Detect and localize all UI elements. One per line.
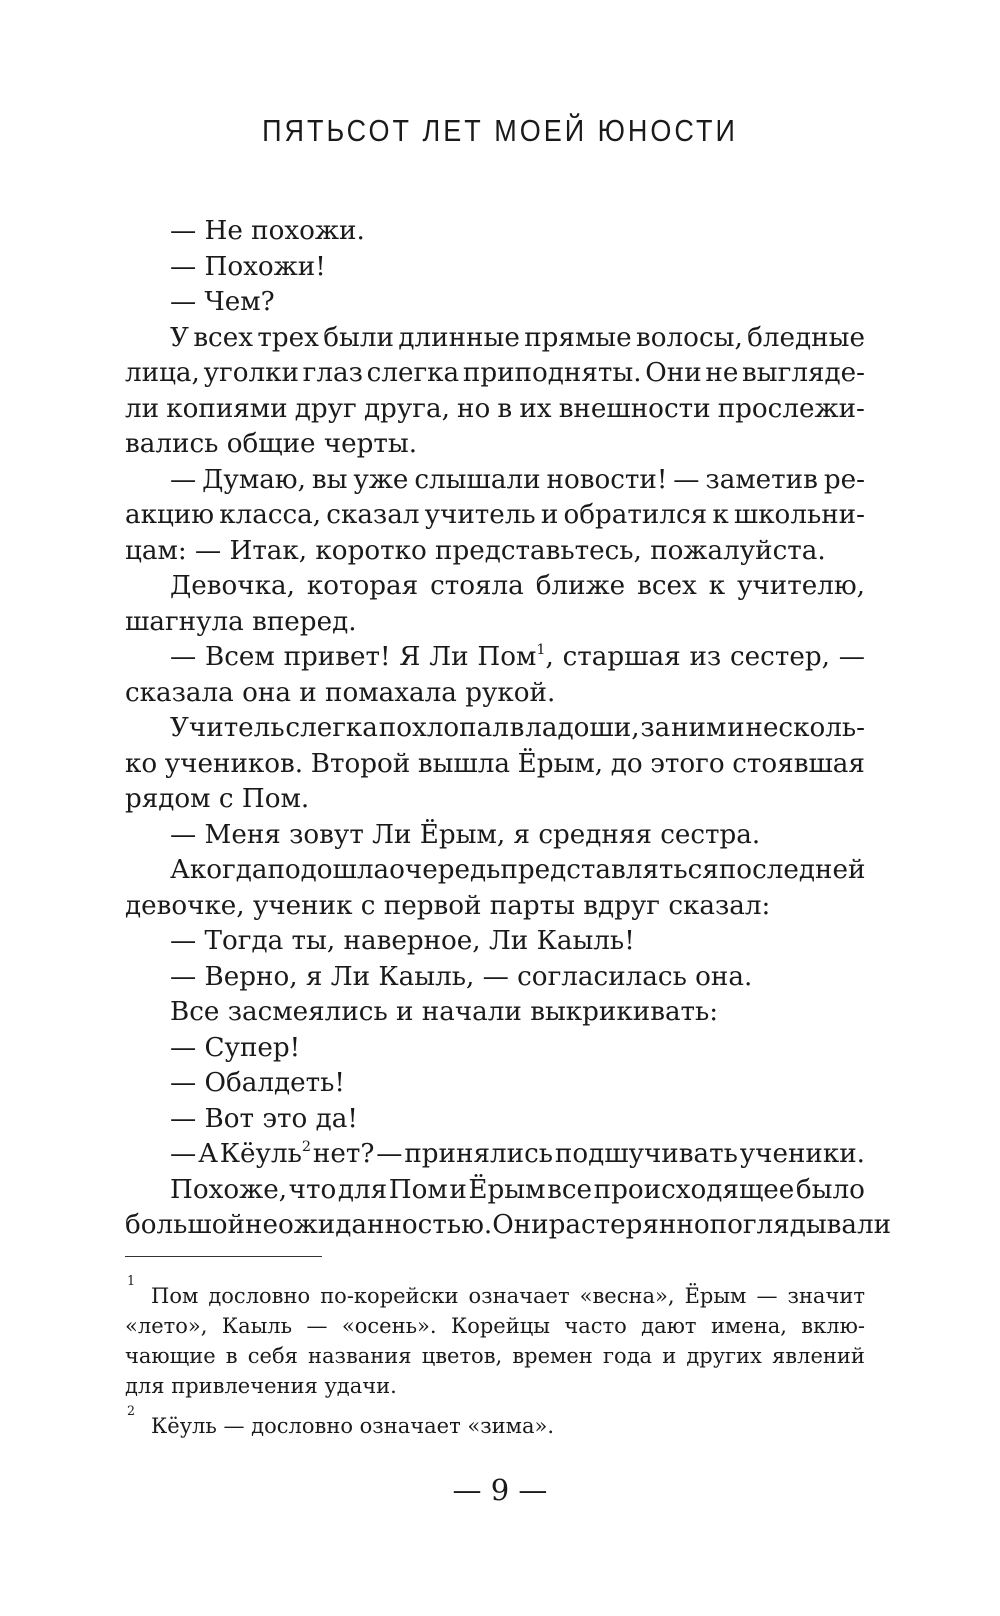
- text-line: девочке, ученик с первой парты вдруг сказал:: [125, 890, 771, 921]
- word: дают: [641, 1314, 697, 1338]
- word: учителю,: [737, 571, 865, 601]
- word: Они: [645, 358, 702, 388]
- word: явлений: [772, 1344, 865, 1368]
- word: подшучивать: [554, 1139, 738, 1169]
- word: —: [756, 1284, 778, 1308]
- word: обратился: [563, 500, 708, 530]
- word: —: [673, 464, 700, 495]
- word: представляться: [500, 855, 719, 885]
- word: чающие: [125, 1344, 216, 1368]
- word: последней: [718, 855, 866, 885]
- word: Они: [492, 1210, 549, 1240]
- word: приподняты.: [462, 358, 642, 388]
- word: к: [712, 500, 729, 530]
- word: неожиданностью.: [245, 1210, 493, 1240]
- footnote: [125, 1273, 865, 1401]
- body-text: [125, 214, 892, 1244]
- footnote-number: 1: [127, 1273, 136, 1288]
- word: глаз: [302, 358, 363, 388]
- word: для: [337, 1174, 388, 1205]
- word: бледные: [747, 322, 865, 353]
- word: ладоши,: [525, 713, 640, 743]
- word: времен: [512, 1344, 593, 1368]
- word: большой: [125, 1210, 245, 1240]
- word: —: [170, 1139, 197, 1169]
- word: внешности: [558, 393, 711, 424]
- footnote-line: [125, 1371, 865, 1401]
- text-line: [125, 711, 865, 747]
- text-line: [125, 569, 865, 605]
- word: растерянно: [548, 1210, 710, 1240]
- word: Я: [399, 642, 421, 672]
- word: вклю-: [801, 1314, 865, 1338]
- word: ли: [125, 393, 160, 424]
- word: волосы,: [636, 322, 743, 353]
- word: названия: [307, 1344, 412, 1368]
- text-line: — Супер!: [170, 1032, 301, 1063]
- text-line: [125, 356, 865, 392]
- text-line: [125, 321, 865, 357]
- text-line: — Обалдеть!: [170, 1068, 345, 1098]
- word: из: [689, 642, 722, 672]
- word: по-корейски: [320, 1284, 459, 1308]
- footnote-line: [125, 1311, 865, 1341]
- word: означает: [468, 1284, 570, 1308]
- word: ко: [125, 748, 158, 779]
- word: стояла: [430, 571, 524, 601]
- word: других: [686, 1344, 762, 1368]
- word: в: [497, 393, 513, 424]
- word: лица,: [125, 358, 200, 388]
- word: к: [708, 571, 726, 601]
- word: Ёрым: [468, 1174, 546, 1205]
- word: копиями: [166, 393, 288, 424]
- word: сестер,: [730, 642, 830, 672]
- word: поглядывали: [709, 1210, 892, 1240]
- word: учеников.: [164, 748, 304, 779]
- word: —: [306, 1314, 328, 1338]
- word: заметив: [705, 464, 818, 495]
- word: —: [838, 642, 865, 672]
- word: А: [198, 1139, 218, 1169]
- footnote-text: для привлечения удачи.: [125, 1374, 397, 1398]
- word: Кёуль$^2$: [219, 1139, 312, 1169]
- word: вышла: [417, 748, 511, 779]
- text-line: Все засмеялись и начали выкрикивать:: [170, 997, 719, 1027]
- word: их: [519, 393, 552, 424]
- word: Всем: [204, 642, 275, 672]
- word: —: [170, 642, 197, 672]
- word: что: [288, 1174, 337, 1205]
- word: всех: [637, 571, 697, 601]
- word: Корейцы: [450, 1314, 550, 1338]
- word: значит: [787, 1284, 865, 1308]
- text-line: [125, 498, 865, 534]
- word: друг: [294, 393, 357, 424]
- footnote-rule: [125, 1256, 322, 1257]
- word: класса,: [219, 500, 322, 530]
- word: Ёрым,: [517, 748, 604, 779]
- footnote-ref: 2: [301, 1139, 312, 1156]
- word: сказал: [326, 500, 420, 530]
- word: старшая: [562, 642, 681, 672]
- word: за: [640, 713, 671, 743]
- running-header: ПЯТЬСОТ ЛЕТ МОЕЙ ЮНОСТИ: [262, 114, 738, 148]
- word: уголки: [203, 358, 299, 388]
- footnotes: [125, 1273, 865, 1441]
- word: новости!: [546, 464, 668, 495]
- word: в: [509, 713, 525, 743]
- text-line: [125, 640, 865, 676]
- word: привет!: [283, 642, 391, 672]
- text-line: — Чем?: [170, 287, 275, 317]
- word: были: [323, 322, 394, 353]
- text-line: вались общие черты.: [125, 429, 418, 459]
- text-line: — Тогда ты, наверное, Ли Каыль!: [170, 926, 635, 956]
- text-line: — Верно, я Ли Каыль, — согласилась она.: [170, 961, 753, 992]
- text-line: [125, 1173, 865, 1209]
- text-line: — Похожи!: [170, 251, 326, 282]
- word: слегка: [366, 358, 460, 388]
- word: было: [795, 1174, 865, 1205]
- footnote: [125, 1403, 865, 1441]
- word: всех: [193, 322, 253, 353]
- word: имена,: [710, 1314, 787, 1338]
- footnote-line: [125, 1273, 865, 1311]
- word: и: [662, 1344, 677, 1368]
- word: в: [225, 1344, 238, 1368]
- text-line: цам: — Итак, коротко представьтесь, пожалуйста.: [125, 535, 826, 566]
- word: происходящее: [593, 1174, 795, 1205]
- word: и: [540, 500, 559, 530]
- word: Пом$^1$,: [477, 642, 554, 672]
- word: А: [170, 855, 190, 885]
- word: но: [457, 393, 491, 424]
- word: нет?: [312, 1139, 375, 1169]
- word: этого: [650, 748, 725, 779]
- word: друга,: [363, 393, 450, 424]
- word: У: [170, 322, 189, 353]
- word: Ёрым: [684, 1284, 747, 1308]
- word: «лето»,: [125, 1314, 208, 1338]
- word: до: [610, 748, 643, 779]
- text-line: рядом с Пом.: [125, 784, 310, 814]
- footnote-line: [125, 1403, 865, 1441]
- word: похлопал: [378, 713, 509, 743]
- word: очередь: [389, 855, 501, 885]
- footnote-ref: 1: [536, 642, 546, 659]
- footnote-number: 2: [127, 1403, 136, 1418]
- text-line: [125, 1208, 892, 1244]
- text-line: [125, 463, 865, 499]
- word: уже: [353, 464, 409, 495]
- word: трех: [257, 322, 319, 353]
- word: прямые: [524, 322, 632, 353]
- word: когда: [189, 855, 268, 885]
- word: Второй: [310, 748, 411, 779]
- word: ученики.: [739, 1139, 865, 1169]
- word: цветов,: [421, 1344, 503, 1368]
- word: не: [705, 358, 739, 388]
- word: подошла: [267, 855, 390, 885]
- word: вы: [311, 464, 348, 495]
- word: акцию: [125, 500, 215, 530]
- word: «осень».: [341, 1314, 437, 1338]
- footnote-text: Кёуль — дословно означает «зима».: [151, 1414, 555, 1438]
- text-line: — Меня зовут Ли Ёрым, я средняя сестра.: [170, 819, 761, 850]
- page-number: — 9 —: [452, 1473, 548, 1507]
- word: Девочка,: [170, 571, 295, 601]
- text-line: [125, 1137, 865, 1173]
- word: школьни-: [733, 500, 865, 530]
- word: ним: [671, 713, 727, 743]
- word: которая: [306, 571, 419, 601]
- word: ближе: [535, 571, 626, 601]
- word: выгляде-: [742, 358, 865, 388]
- word: Каыль: [221, 1314, 293, 1338]
- word: Думаю,: [202, 464, 306, 495]
- word: слегка: [285, 713, 378, 743]
- word: все: [547, 1174, 593, 1205]
- word: ре-: [823, 464, 865, 495]
- text-line: сказала она и помахала рукой.: [125, 677, 556, 708]
- word: прослежи-: [717, 393, 865, 424]
- text-line: [125, 392, 865, 428]
- word: длинные: [398, 322, 520, 353]
- word: принялись: [404, 1139, 553, 1169]
- word: Ли: [429, 642, 469, 672]
- word: —: [170, 464, 197, 495]
- word: Похоже,: [170, 1174, 288, 1205]
- word: себя: [247, 1344, 298, 1368]
- word: несколь-: [745, 713, 865, 743]
- text-line: шагнула вперед.: [125, 606, 357, 637]
- text-line: — Вот это да!: [170, 1103, 358, 1134]
- word: стоявшая: [732, 748, 865, 779]
- word: и: [449, 1174, 467, 1205]
- word: учитель: [424, 500, 536, 530]
- word: «весна»,: [579, 1284, 675, 1308]
- word: и: [727, 713, 745, 743]
- word: Пом: [388, 1174, 448, 1205]
- word: слышали: [414, 464, 541, 495]
- word: часто: [564, 1314, 627, 1338]
- text-line: — Не похожи.: [170, 216, 365, 246]
- word: Пом: [151, 1284, 199, 1308]
- text-line: [125, 853, 865, 889]
- word: года: [602, 1344, 653, 1368]
- word: —: [376, 1139, 403, 1169]
- word: Учитель: [170, 713, 285, 743]
- footnote-line: [125, 1341, 865, 1371]
- word: дословно: [208, 1284, 311, 1308]
- text-line: [125, 747, 865, 783]
